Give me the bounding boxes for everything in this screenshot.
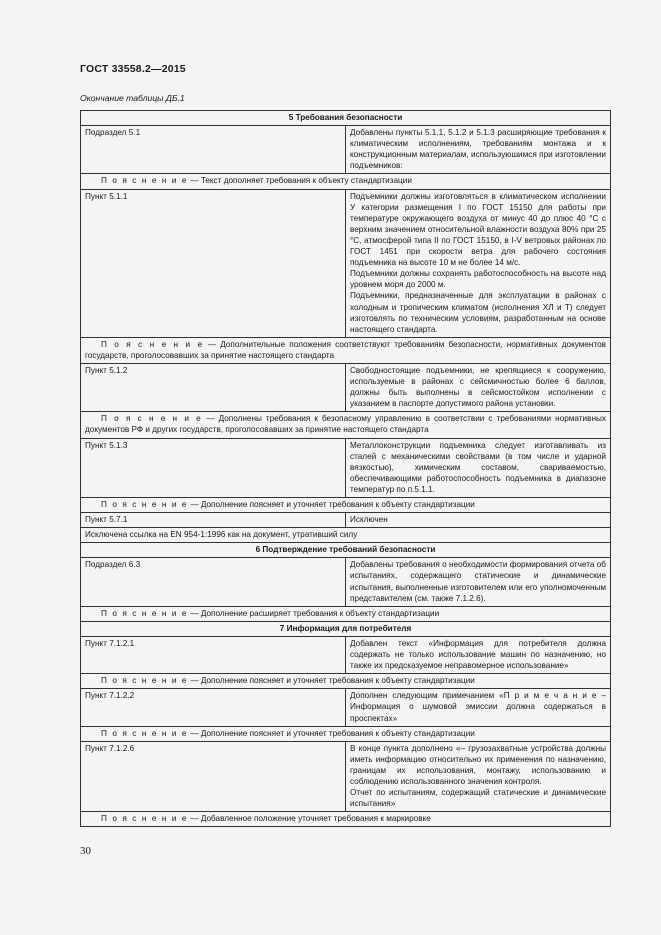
description-paragraph: Добавлен текст «Информация для потребителя должна содержать не только использование машин по назначению, но также их предсказуемое неправомерное использование» <box>350 638 606 671</box>
description-paragraph: Отчет по испытаниям, содержащий статические и динамические испытания» <box>350 788 606 809</box>
clause-description <box>346 438 611 497</box>
clause-label: Пункт 5.1.2 <box>81 363 346 411</box>
note-cell <box>81 812 611 827</box>
note-text: — Дополнение расширяет требования к объекту стандартизации <box>188 608 440 618</box>
section-heading: 7 Информация для потребителя <box>81 621 611 636</box>
note-text: — Текст дополняет требования к объекту стандартизации <box>188 176 412 186</box>
clause-label: Пункт 5.1.3 <box>81 438 346 497</box>
table-row-note <box>81 174 611 189</box>
table-caption: Окончание таблицы ДБ.1 <box>80 93 185 103</box>
description-paragraph: Подъемники должны сохранять работоспособность на высоте над уровнем моря до 2000 м. <box>350 269 606 290</box>
note-cell <box>81 337 611 363</box>
description-paragraph: Металлоконструкции подъемника следует изготавливать из сталей с механическими свойствами (в том числе и ударной вязкостью), химическим составом, свариваемостью, обеспечивающими работоспособность подъемника в диапазоне температур по п.5.1.1. <box>350 440 606 494</box>
note-text: — Дополнение поясняет и уточняет требования к объекту стандартизации <box>188 500 475 509</box>
table-row-item <box>81 363 611 411</box>
note-cell <box>81 606 611 621</box>
clause-label: Пункт 7.1.2.1 <box>81 636 346 673</box>
clause-label: Подраздел 6.3 <box>81 558 346 606</box>
table-row-plain <box>81 528 611 543</box>
table-row-item <box>81 438 611 497</box>
clause-description <box>346 513 611 528</box>
table-row-item <box>81 189 611 337</box>
clause-description <box>346 558 611 606</box>
table-row-item <box>81 558 611 606</box>
description-paragraph: В конце пункта дополнено «– грузозахватные устройства должны иметь информацию относительно их применения по назначению, границам их использования, монтажу, использованию и соблюдению использованного значения контроля. <box>350 743 606 786</box>
table-row-note <box>81 606 611 621</box>
note-label: П о я с н е н и е <box>101 339 204 349</box>
table-row-item <box>81 126 611 174</box>
clause-description <box>346 189 611 337</box>
table-row-note <box>81 674 611 689</box>
clause-description <box>346 636 611 673</box>
clause-label: Пункт 7.1.2.6 <box>81 741 346 812</box>
document-header: ГОСТ 33558.2—2015 <box>80 63 186 75</box>
description-paragraph: Дополнен следующим примечанием «П р и м е ч а н и е – Информация о шумовой эмиссии должна содержаться в проспектах» <box>350 691 606 723</box>
table-row-note <box>81 337 611 363</box>
note-text: — Дополнены требования к безопасному управлению в соответствии с требованиями нормативных документов РФ и других государств, проголосовавших за принятие настоящего стандарта <box>85 414 606 435</box>
table-row-section <box>81 111 611 126</box>
clause-label: Пункт 5.7.1 <box>81 513 346 528</box>
description-paragraph: Добавлены требования о необходимости формирования отчета об испытаниях, содержащего статические и динамические испытания, выполненные изготовителем или его уполномоченным представителем (см. также 7.1.2.6). <box>350 560 606 603</box>
note-label: П о я с н е н и е <box>101 814 189 824</box>
clause-label: Подраздел 5.1 <box>81 126 346 174</box>
clause-label: Пункт 5.1.1 <box>81 189 346 337</box>
clause-label: Пункт 7.1.2.2 <box>81 689 346 726</box>
table-row-item <box>81 741 611 812</box>
note-cell <box>81 674 611 689</box>
table-row-note <box>81 726 611 741</box>
table-row-section <box>81 621 611 636</box>
note-label: П о я с н е н и е <box>101 676 189 686</box>
section-heading: 5 Требования безопасности <box>81 111 611 126</box>
note-cell <box>81 174 611 189</box>
table-row-note <box>81 412 611 438</box>
clause-description <box>346 126 611 174</box>
description-paragraph: Подъемники должны изготовляться в климатическом исполнении У категории размещения I по ГОСТ 15150 для работы при температуре окружающего воздуха от минус 40 до плюс 40 °С с верхним значением относительной влажности воздуха 80% при 25 °С, атмосферой типа II по ГОСТ 15150, в I-V ветровых районах по ГОСТ 1451 при скорости ветра для рабочего состояния подъемника на высоте 10 м не более 14 м/с. <box>350 191 606 268</box>
note-label: П о я с н е н и е <box>101 500 189 509</box>
clause-description <box>346 689 611 726</box>
note-text: — Дополнение поясняет и уточняет требования к объекту стандартизации <box>188 728 475 738</box>
description-paragraph: Подъемники, предназначенные для эксплуатации в районах с холодным и тропическим климатом (исполнения ХЛ и Т) следует изготовлять по техническим условиям, разработанным на основе настоящего стандарта. <box>350 291 606 334</box>
clause-description <box>346 741 611 812</box>
note-text: — Дополнительные положения соответствуют требованиям безопасности, нормативных документов государств, проголосовавших за принятие настоящего стандарта <box>85 339 607 360</box>
note-label: П о я с н е н и е <box>101 608 189 618</box>
table-row-note <box>81 498 611 513</box>
note-cell <box>81 412 611 438</box>
description-paragraph: Свободностоящие подъемники, не крепящиеся к сооружению, используемые в районах с сейсмичностью более 6 баллов, должны быть выполнены в сейсмостойком исполнении с указанием в паспорте допустимого района установки. <box>350 365 606 409</box>
table-row-note <box>81 812 611 827</box>
note-label: П о я с н е н и е <box>101 414 203 424</box>
section-heading: 6 Подтверждение требований безопасности <box>81 543 611 558</box>
page-number: 30 <box>80 845 91 857</box>
description-paragraph: Исключен <box>350 515 388 525</box>
changes-table <box>80 110 611 827</box>
note-cell <box>81 498 611 513</box>
table-row-item <box>81 636 611 673</box>
table-row-item <box>81 513 611 528</box>
note-text: — Дополнение поясняет и уточняет требования к объекту стандартизации <box>188 676 475 686</box>
table-row-item <box>81 689 611 726</box>
table-row-section <box>81 543 611 558</box>
clause-description <box>346 363 611 411</box>
note-label: П о я с н е н и е <box>101 728 189 738</box>
note-label: П о я с н е н и е <box>101 176 189 186</box>
plain-note-cell: Исключена ссылка на EN 954-1:1996 как на документ, утративший силу <box>81 528 611 543</box>
note-text: — Добавленное положение уточняет требования к маркировке <box>188 814 431 824</box>
description-paragraph: Добавлены пункты 5.1.1, 5.1.2 и 5.1.3 расширяющие требования к климатическим исполнениям, требованиям монтажа и к конструкционным материалам, используюшимся при изготовлении подъемников: <box>350 128 606 171</box>
note-cell <box>81 726 611 741</box>
